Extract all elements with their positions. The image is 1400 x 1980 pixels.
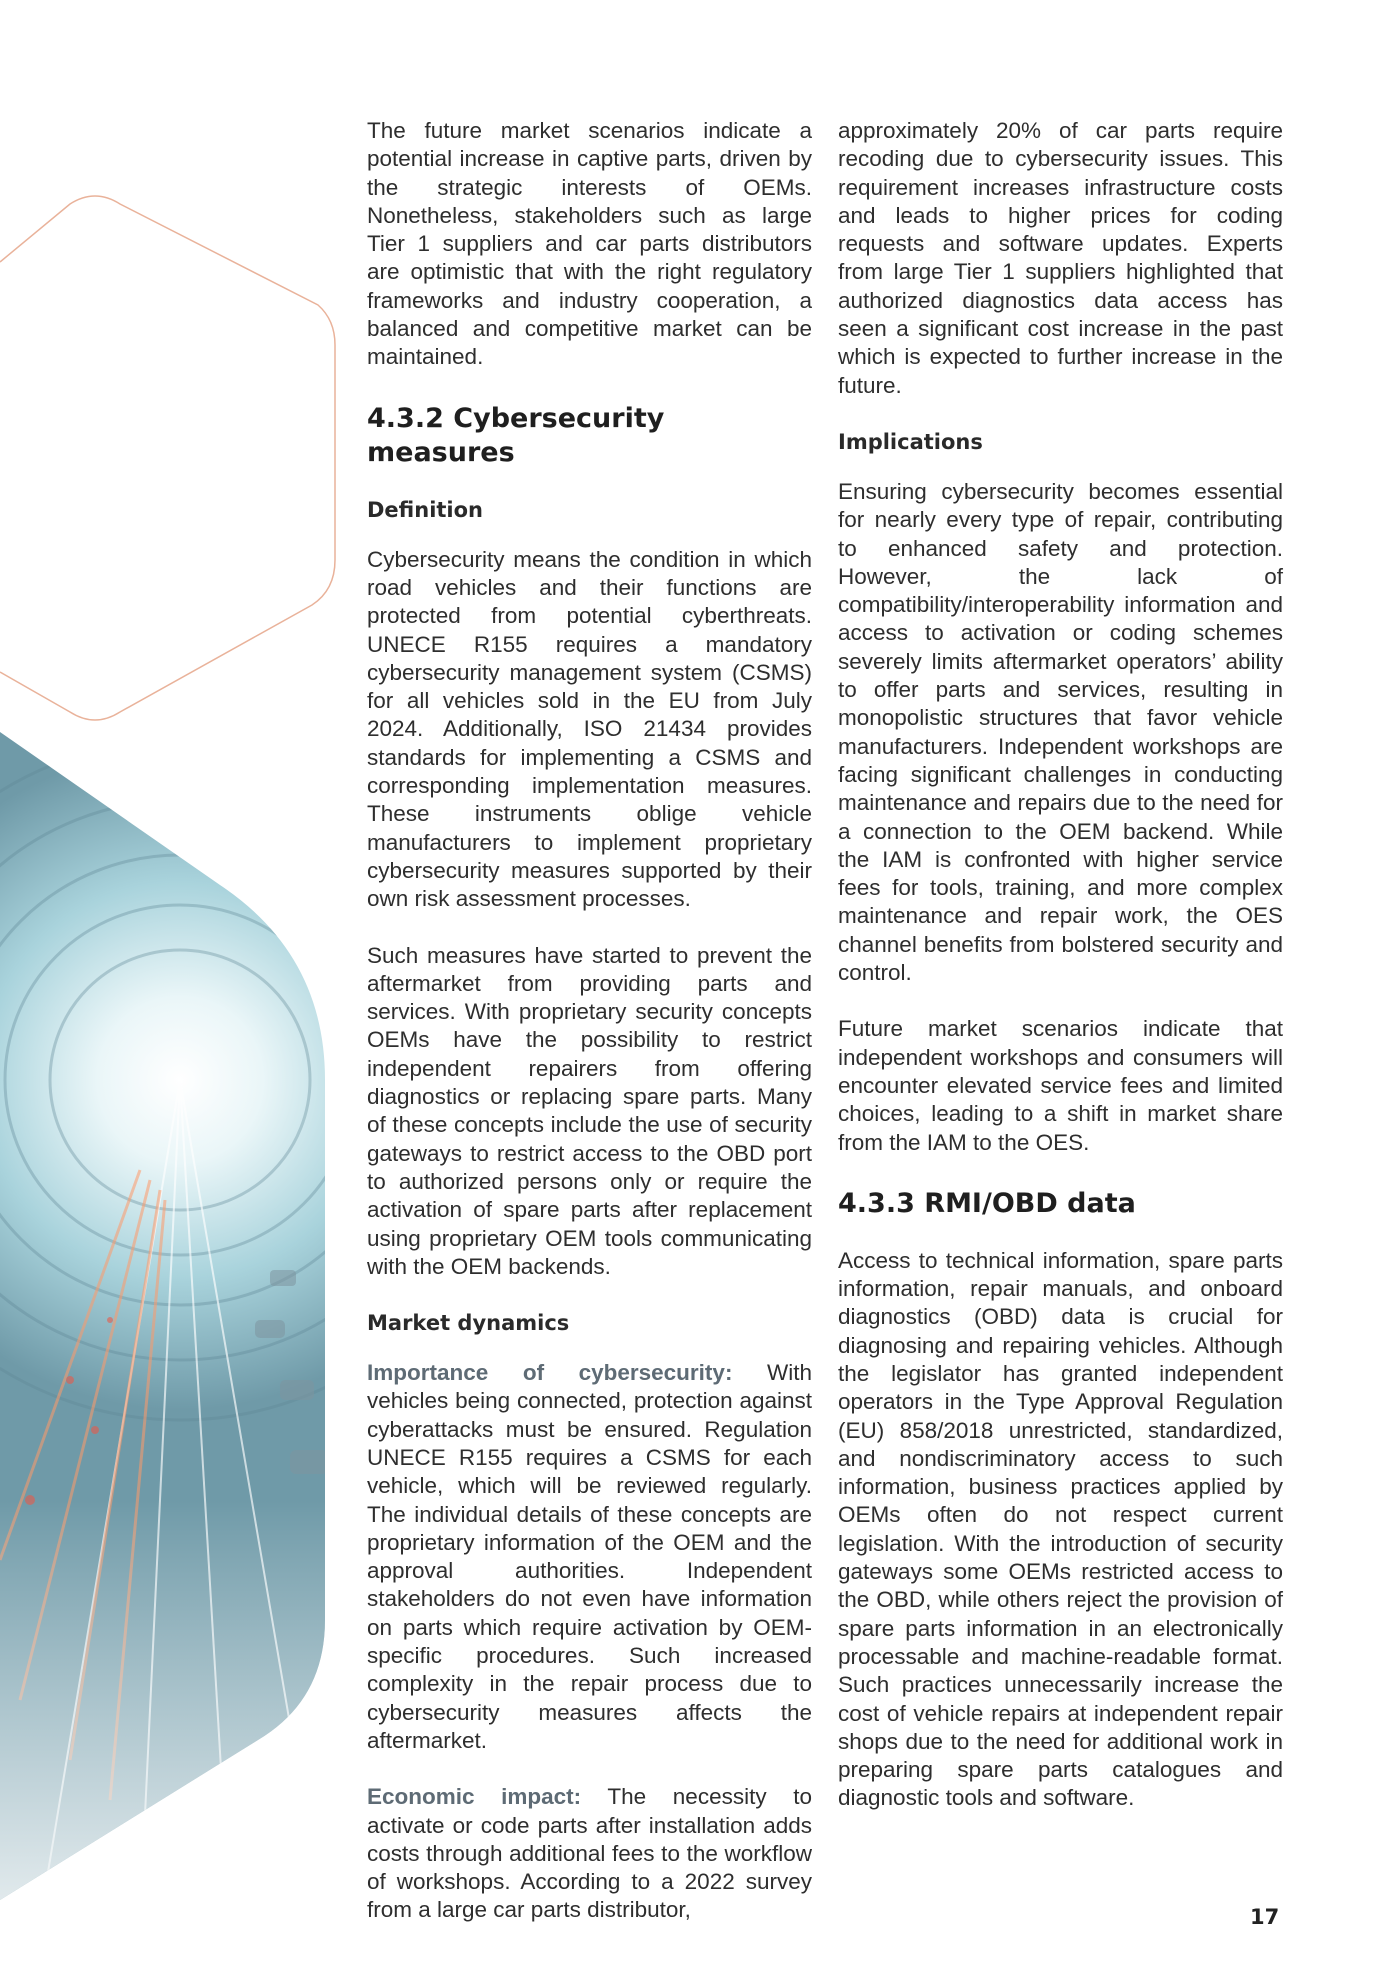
definition-paragraph-2: Such measures have started to prevent the aftermarket from providing parts and services. With proprietary security concepts OEMs have the possibility to restrict independent repairers from offering diagnostics or replacing spare parts. Many of these concepts include the use of security gateways to restrict access to the OBD port to authorized persons only or require the activation of spare parts after replacement using proprietary OEM tools communicating with the OEM backends. [367,942,812,1279]
implications-heading: Implications [838,429,983,454]
importance-lead: Importance of cybersecurity: [367,1360,733,1386]
implications-paragraph-1: Ensuring cybersecurity becomes essential for nearly every type of repair, contributing to enhanced safety and protection. However, the lack of compatibility/interoperability information and access to activation or coding schemes severely limits aftermarket operators’ ability to offer parts and services, resulting in monopolistic structures that favor vehicle manufacturers. Independent workshops are facing significant challenges in conducting maintenance and repairs due to the need for a connection to the OEM backend. While the IAM is confronted with higher service fees for tools, training, and more complex maintenance and repair work, the OES channel benefits from bolstered security and control. [838,478,1283,986]
importance-paragraph [367,1359,812,1755]
importance-text: With vehicles being connected, protection against cyberattacks must be ensured. Regulation UNECE R155 requires a CSMS for each vehicle, which will be reviewed regularly. The individual details of these concepts are proprietary information of the OEM and the approval authorities. Independent stakeholders do not even have information on parts which require activation by OEM-specific procedures. Such increased complexity in the repair process due to cybersecurity measures affects the aftermarket. [367,1360,812,1753]
page-number: 17 [1250,1905,1280,1929]
economic-text: The necessity to activate or code parts after installation adds costs through additional fees to the workflow of workshops. According to a 2022 survey from a large car parts distributor, [367,1784,812,1923]
right-column [838,117,1283,1813]
section-title-cybersecurity: 4.3.2 Cybersecurity measures [367,402,665,468]
market-dynamics-heading: Market dynamics [367,1311,570,1336]
continuation-paragraph: approximately 20% of car parts require recoding due to cybersecurity issues. This requirement increases infrastructure costs and leads to higher prices for coding requests and software updates. Experts from large Tier 1 suppliers highlighted that authorized diagnostics data access has seen a significant cost increase in the past which is expected to further increase in the future. [838,118,1283,398]
economic-lead: Economic impact: [367,1784,582,1810]
intro-paragraph: The future market scenarios indicate a potential increase in captive parts, driven by the strategic interests of OEMs. Nonetheless, stakeholders such as large Tier 1 suppliers and car parts distributors are optimistic that with the right regulatory frameworks and industry cooperation, a balanced and competitive market can be maintained. [367,118,812,370]
rmi-paragraph: Access to technical information, spare parts information, repair manuals, and onboard diagnostics (OBD) data is crucial for diagnosing and repairing vehicles. Although the legislator has granted independent operators in the Type Approval Regulation (EU) 858/2018 unrestricted, standardized, and nondiscriminatory access to such information, business practices applied by OEMs often do not respect current legislation. With the introduction of security gateways some OEMs restricted access to the OBD, while others reject the provision of spare parts information in an electronically processable and machine-readable format. Such practices unnecessarily increase the cost of vehicle repairs at independent repair shops due to the need for additional work in preparing spare parts catalogues and diagnostic tools and software. [838,1247,1283,1811]
left-column [367,117,812,1925]
economic-paragraph [367,1783,812,1924]
definition-paragraph-1: Cybersecurity means the condition in which road vehicles and their functions are protected from potential cyberthreats. UNECE R155 requires a mandatory cybersecurity management system (CSMS) for all vehicles sold in the EU from July 2024. Additionally, ISO 21434 provides standards for implementing a CSMS and corresponding implementation measures. These instruments oblige vehicle manufacturers to implement proprietary cybersecurity measures supported by their own risk assessment processes. [367,546,812,912]
implications-paragraph-2: Future market scenarios indicate that independent workshops and consumers will encounter elevated service fees and limited choices, leading to a shift in market share from the IAM to the OES. [838,1016,1283,1155]
section-title-rmi-obd: 4.3.3 RMI/OBD data [838,1187,1136,1219]
definition-heading: Definition [367,497,484,522]
hexagon-outline-decoration [0,196,335,720]
